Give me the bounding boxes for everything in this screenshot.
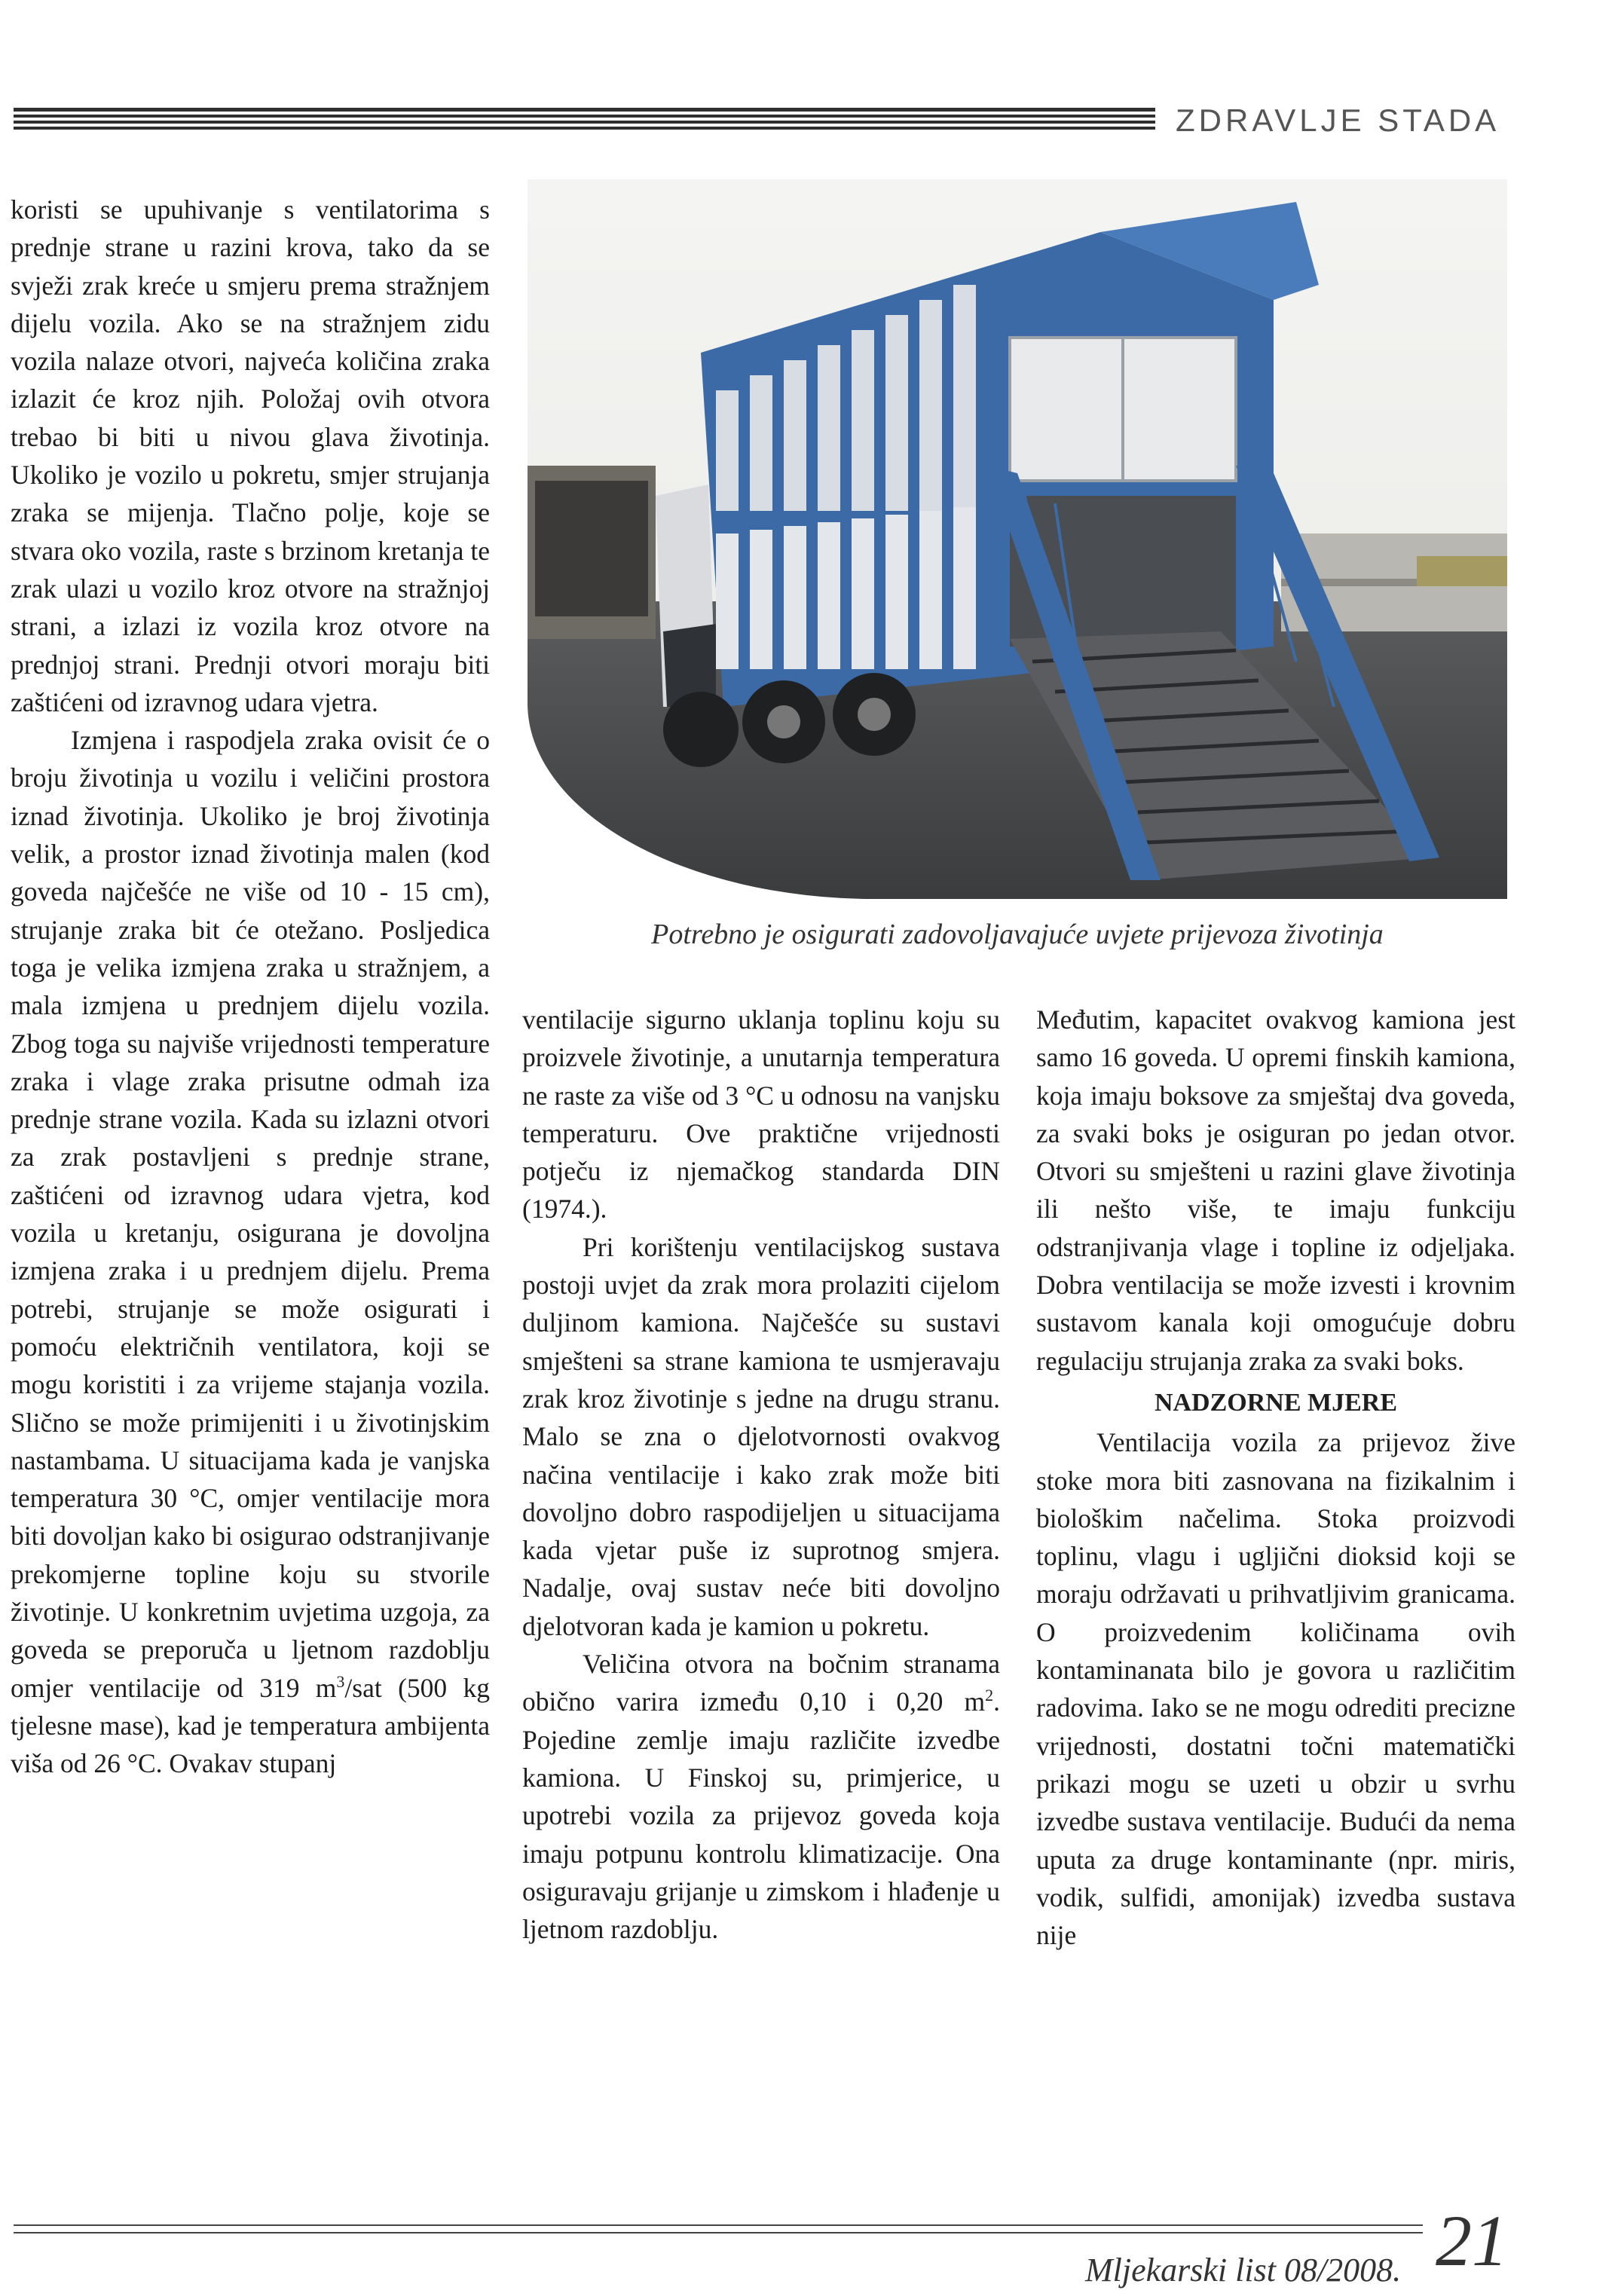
truck-photo — [528, 179, 1507, 899]
text-column-2 — [522, 1001, 1000, 1948]
footer-rule — [14, 2224, 1423, 2233]
column2-paragraph-3 — [522, 1645, 1000, 1948]
publication-info: Mljekarski list 08/2008. — [1085, 2252, 1402, 2288]
column2-paragraph-3-text-end: . Pojedine zemlje imaju različite izvedbe kamiona. U Finskoj su, primjerice, u upotrebi vozila za prijevoz goveda koja imaju potpunu kontrolu klimatizacije. Ona osiguravaju grijanje u zimskom i hlađenje u ljetnom razdoblju. — [522, 1686, 1000, 1945]
header-rule — [14, 108, 1155, 133]
page-number: 21 — [1436, 2200, 1508, 2281]
superscript: 3 — [336, 1671, 345, 1691]
text-column-1 — [11, 191, 490, 1782]
column1-paragraph-2 — [11, 721, 490, 1782]
column1-paragraph-2-text-end: /sat (500 kg tjelesne mase), kad je temperatura ambijenta viša od 26 °C. Ovakav stupanj — [11, 1672, 490, 1779]
column3-paragraph-2: Ventilacija vozila za prijevoz žive stoke mora biti zasnovana na fizikalnim i biološkim načelima. Stoka proizvodi toplinu, vlagu i ugljični dioksid koji se moraju održavati u prihvatljivim granicama. O proizvedenim količinama ovih kontaminanata bilo je govora u različitim radovima. Iako se ne mogu odrediti precizne vrijednosti, dostatni točni matematički prikazi mogu se uzeti u obzir u svrhu izvedbe sustava ventilacije. Budući da nema uputa za druge kontaminante (npr. miris, vodik, sulfidi, amonijak) izvedba sustava nije — [1036, 1427, 1515, 1951]
column1-paragraph-1: koristi se upuhivanje s ventilatorima s prednje strane u razini krova, tako da se svježi zrak kreće u smjeru prema stražnjem dijelu vozila. Ako se na stražnjem zidu vozila nalaze otvori, najveća količina zraka izlazit će kroz njih. Položaj ovih otvora trebao bi biti u nivou glava životinja. Ukoliko je vozilo u pokretu, smjer strujanja zraka se mijenja. Tlačno polje, koje se stvara oko vozila, raste s brzinom kretanja te zrak ulazi u vozilo kroz otvore na stražnjoj strani, a izlazi iz vozila kroz otvore na prednjoj strani. Prednji otvori moraju biti zaštićeni od izravnog udara vjetra. — [11, 194, 490, 717]
column2-paragraph-3-text: Veličina otvora na bočnim stranama obično varira između 0,10 i 0,20 m — [522, 1649, 1000, 1717]
figure-caption: Potrebno je osigurati zadovoljavajuće uvjete prijevoza životinja — [651, 919, 1384, 950]
livestock-truck-illustration — [528, 179, 1507, 899]
column3-paragraph-1: Međutim, kapacitet ovakvog kamiona jest samo 16 goveda. U opremi finskih kamiona, koja imaju boksove za smještaj dva goveda, za svaki boks je osiguran po jedan otvor. Otvori su smješteni u razini glave životinja ili nešto više, te imaju funkciju odstranjivanja vlage i topline iz odjeljaka. Dobra ventilacija se može izvesti i krovnim sustavom kanala koji omogućuje dobru regulaciju strujanja zraka za svaki boks. — [1036, 1004, 1515, 1376]
text-column-3 — [1036, 1001, 1515, 1954]
section-subheading: NADZORNE MJERE — [1154, 1388, 1398, 1417]
column1-paragraph-2-text: Izmjena i raspodjela zraka ovisit će o broju životinja u vozilu i veličini prostora iznad životinja. Ukoliko je broj životinja velik, a prostor iznad životinja malen (kod goveda najčešće ne više od 10 - 15 cm), strujanje zraka bit će otežano. Posljedica toga je velika izmjena zraka u stražnjem, a mala izmjena u prednjem dijelu vozila. Zbog toga su najviše vrijednosti temperature zraka i vlage zraka prisutne odmah iza prednje strane vozila. Kada su izlazni otvori za zrak postavljeni s prednje strane, zaštićeni od izravnog udara vjetra, kod vozila u kretanju, osigurana je dovoljna izmjena zraka i u prednjem dijelu. Prema potrebi, strujanje se može osigurati i pomoću električnih ventilatora, koji se mogu koristiti i za vrijeme stajanja vozila. Slično se može primijeniti i u životinjskim nastambama. U situacijama kada je vanjska temperatura 30 °C, omjer ventilacije mora biti dovoljan kako bi osigurao odstranjivanje prekomjerne topline koju su stvorile životinje. U konkretnim uvjetima uzgoja, za goveda se preporuča u ljetnom razdoblju omjer ventilacije od 319 m — [11, 725, 490, 1703]
column2-paragraph-2: Pri korištenju ventilacijskog sustava postoji uvjet da zrak mora prolaziti cijelom duljinom kamiona. Najčešće su sustavi smješteni sa strane kamiona te usmjeravaju zrak kroz životinje s jedne na drugu stranu. Malo se zna o djelotvornosti ovakvog načina ventilacije i kako zrak može biti dovoljno dobro raspodijeljen u situacijama kada vjetar puše iz suprotnog smjera. Nadalje, ovaj sustav neće biti dovoljno djelotvoran kada je kamion u pokretu. — [522, 1231, 1000, 1641]
section-title: ZDRAVLJE STADA — [1176, 102, 1500, 138]
column2-paragraph-1: ventilacije sigurno uklanja toplinu koju su proizvele životinje, a unutarnja temperatura ne raste za više od 3 °C u odnosu na vanjsku temperaturu. Ove praktične vrijednosti potječu iz njemačkog standarda DIN (1974.). — [522, 1004, 1000, 1224]
superscript: 2 — [985, 1686, 994, 1705]
